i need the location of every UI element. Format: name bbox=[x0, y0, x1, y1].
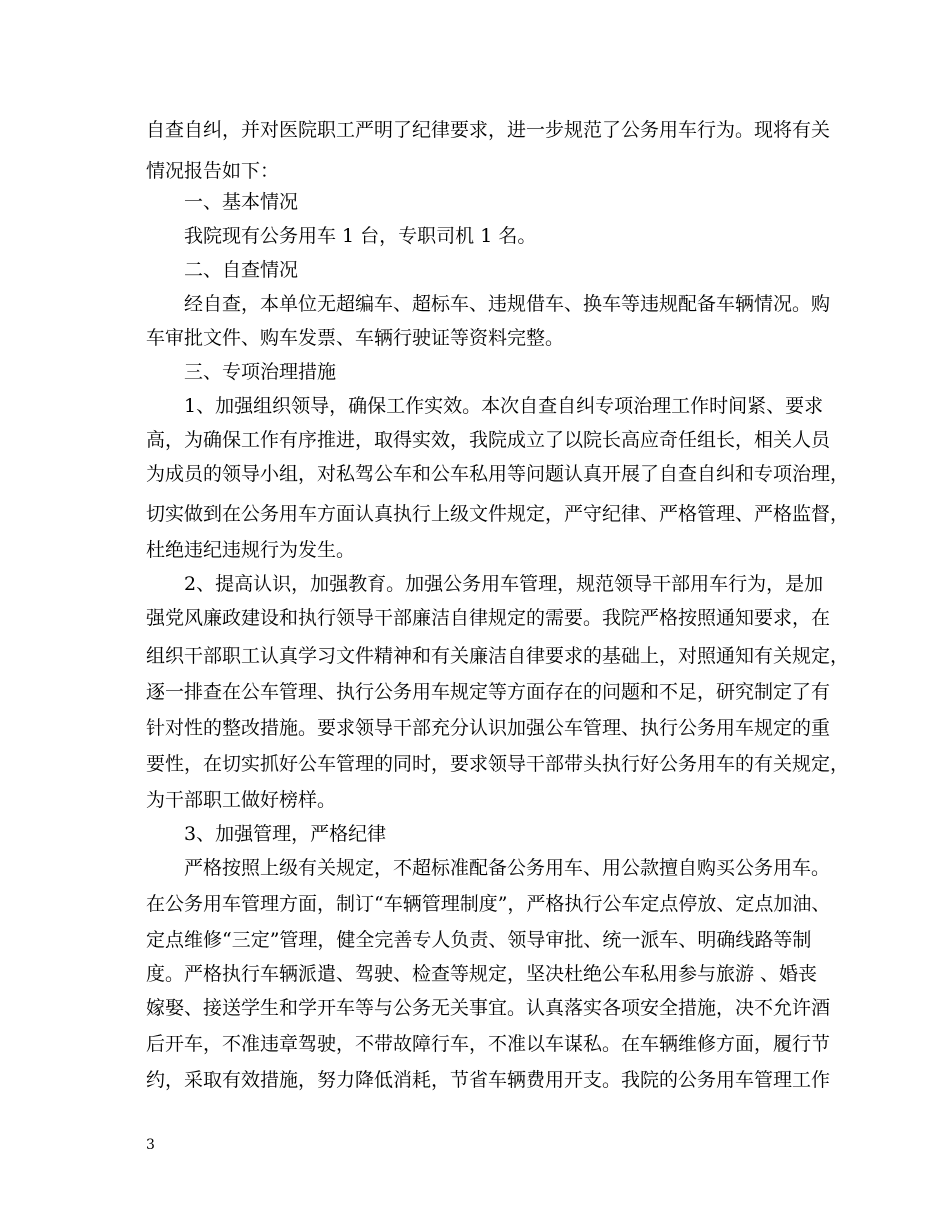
text-line: 我院现有公务用车 1 台，专职司机 1 名。 bbox=[184, 225, 537, 247]
text-line: 嫁娶、接送学生和学开车等与公务无关事宜。认真落实各项安全措施，决不允许酒 bbox=[146, 997, 831, 1019]
section-heading: 一、基本情况 bbox=[184, 191, 299, 213]
text-line: 情况报告如下： bbox=[146, 160, 280, 182]
text-line: 逐一排查在公车管理、执行公务用车规定等方面存在的问题和不足，研究制定了有 bbox=[146, 681, 831, 703]
text-line: 组织干部职工认真学习文件精神和有关廉洁自律要求的基础上，对照通知有关规定， bbox=[146, 645, 850, 667]
text-line: 要性，在切实抓好公车管理的同时，要求领导干部带头执行好公务用车的有关规定， bbox=[146, 753, 850, 775]
text-line: 严格按照上级有关规定，不超标准配备公务用车、用公款擅自购买公务用车。 bbox=[184, 857, 831, 879]
text-line: 自查自纠，并对医院职工严明了纪律要求，进一步规范了公务用车行为。现将有关 bbox=[146, 119, 831, 141]
section-heading: 3、加强管理，严格纪律 bbox=[184, 823, 387, 845]
text-line: 车审批文件、购车发票、车辆行驶证等资料完整。 bbox=[146, 327, 565, 349]
text-line: 2、提高认识，加强教育。加强公务用车管理，规范领导干部用车行为，是加 bbox=[184, 573, 824, 595]
page-number: 3 bbox=[146, 1137, 155, 1153]
text-line: 后开车，不准违章驾驶，不带故障行车，不准以车谋私。在车辆维修方面，履行节 bbox=[146, 1033, 831, 1055]
text-line: 定点维修“三定”管理，健全完善专人负责、领导审批、统一派车、明确线路等制 bbox=[146, 929, 812, 951]
text-line: 1、加强组织领导，确保工作实效。本次自查自纠专项治理工作时间紧、要求 bbox=[184, 395, 824, 417]
text-line: 在公务用车管理方面，制订“车辆管理制度”，严格执行公车定点停放、定点加油、 bbox=[146, 893, 831, 915]
text-line: 杜绝违纪违规行为发生。 bbox=[146, 539, 356, 561]
text-line: 约，采取有效措施，努力降低消耗，节省车辆费用开支。我院的公务用车管理工作 bbox=[146, 1069, 831, 1091]
text-line: 度。严格执行车辆派遣、驾驶、检查等规定，坚决杜绝公车私用参与旅游 、婚丧 bbox=[146, 963, 818, 985]
text-line: 高，为确保工作有序推进，取得实效，我院成立了以院长高应奇任组长，相关人员 bbox=[146, 429, 831, 451]
text-line: 为干部职工做好榜样。 bbox=[146, 789, 337, 811]
section-heading: 三、专项治理措施 bbox=[184, 361, 337, 383]
text-line: 针对性的整改措施。要求领导干部充分认识加强公车管理、执行公务用车规定的重 bbox=[146, 717, 831, 739]
text-line: 强党风廉政建设和执行领导干部廉洁自律规定的需要。我院严格按照通知要求，在 bbox=[146, 607, 831, 629]
text-line: 经自查，本单位无超编车、超标车、违规借车、换车等违规配备车辆情况。购 bbox=[184, 293, 831, 315]
text-line: 切实做到在公务用车方面认真执行上级文件规定，严守纪律、严格管理、严格监督， bbox=[146, 503, 850, 525]
text-line: 为成员的领导小组，对私驾公车和公车私用等问题认真开展了自查自纠和专项治理， bbox=[146, 463, 850, 485]
section-heading: 二、自查情况 bbox=[184, 259, 299, 281]
